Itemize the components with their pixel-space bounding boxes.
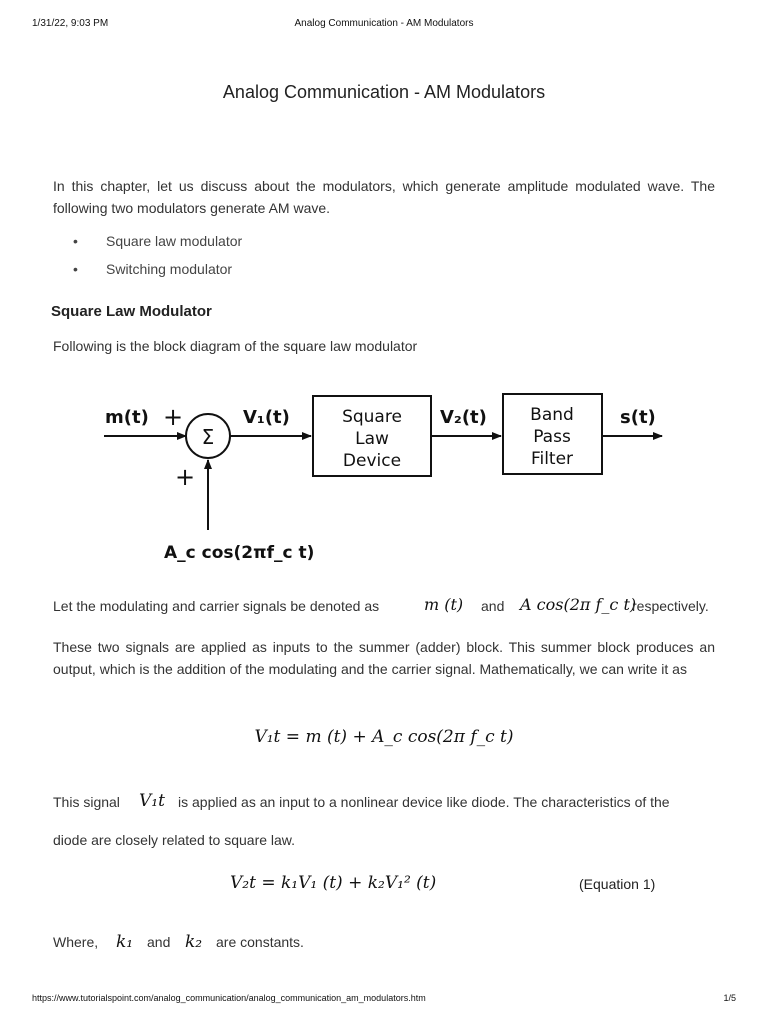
plus-top: + [163, 403, 184, 431]
input-label: m(t) [105, 407, 149, 428]
block2-line2: Pass [533, 427, 571, 447]
intro-paragraph: In this chapter, let us discuss about the modulators, which generate amplitude modulated wave. The following two modulators generate AM wave. [53, 178, 715, 216]
signals-tail: respectively. [632, 598, 709, 614]
diagram-intro: Following is the block diagram of the square law modulator [53, 338, 418, 354]
print-datetime: 1/31/22, 9:03 PM [32, 18, 109, 29]
block1-line1: Square [342, 407, 402, 427]
block-diagram [0, 380, 768, 570]
carrier-label: A_c cos(2πf_c t) [164, 543, 315, 563]
constant-k2: k₂ [185, 932, 203, 952]
signal-m: m (t) [424, 595, 464, 614]
signal-paragraph [53, 791, 670, 811]
signal-tail: is applied as an input to a nonlinear device like diode. The characteristics of the [178, 794, 670, 810]
diode-paragraph: diode are closely related to square law. [53, 832, 296, 848]
v1-label: V₁(t) [243, 407, 290, 428]
print-doc-title: Analog Communication - AM Modulators [294, 18, 474, 29]
block1-line3: Device [342, 451, 402, 471]
summer-symbol: Σ [201, 425, 215, 449]
list-item-label: Square law modulator [106, 233, 243, 249]
list-item [53, 227, 242, 255]
bullet-icon: • [73, 261, 78, 277]
page-title: Analog Communication - AM Modulators [222, 82, 546, 102]
v2-label: V₂(t) [440, 407, 487, 428]
equation-v2: V₂t = k₁V₁ (t) + k₂V₁² (t) [230, 873, 437, 893]
list-item [53, 255, 242, 283]
signal-lead: This signal [53, 794, 120, 810]
output-label: s(t) [620, 407, 656, 428]
block1-line2: Law [355, 429, 389, 449]
list-item-label: Switching modulator [106, 261, 233, 277]
signals-paragraph [53, 595, 709, 614]
summer-paragraph: These two signals are applied as inputs to the summer (adder) block. This summer block produces an output, which is the addition of the modulating and the carrier signal. Mathematically, we can write it as [53, 639, 715, 677]
block2-line1: Band [530, 405, 574, 425]
where-paragraph [53, 932, 304, 952]
bullet-icon: • [73, 233, 78, 249]
equation-tag: (Equation 1) [579, 876, 656, 892]
plus-bottom: + [175, 463, 196, 491]
where-and: and [147, 934, 171, 950]
footer-page-number: 1/5 [723, 993, 736, 1003]
where-tail: are constants. [216, 934, 304, 950]
modulator-list [53, 227, 242, 283]
signal-v1: V₁t [139, 791, 165, 811]
equation-v1: V₁t = m (t) + A_c cos(2π f_c t) [254, 727, 514, 747]
footer-url: https://www.tutorialspoint.com/analog_communication/analog_communication_am_modulators.htm [32, 993, 426, 1003]
signal-carrier: A cos(2π f_c t) [520, 595, 637, 614]
constant-k1: k₁ [116, 932, 134, 952]
where-lead: Where, [53, 934, 99, 950]
signals-lead: Let the modulating and carrier signals be denoted as [53, 598, 380, 614]
block2-line3: Filter [530, 449, 574, 469]
section-heading: Square Law Modulator [51, 303, 212, 320]
signals-and: and [481, 598, 505, 614]
